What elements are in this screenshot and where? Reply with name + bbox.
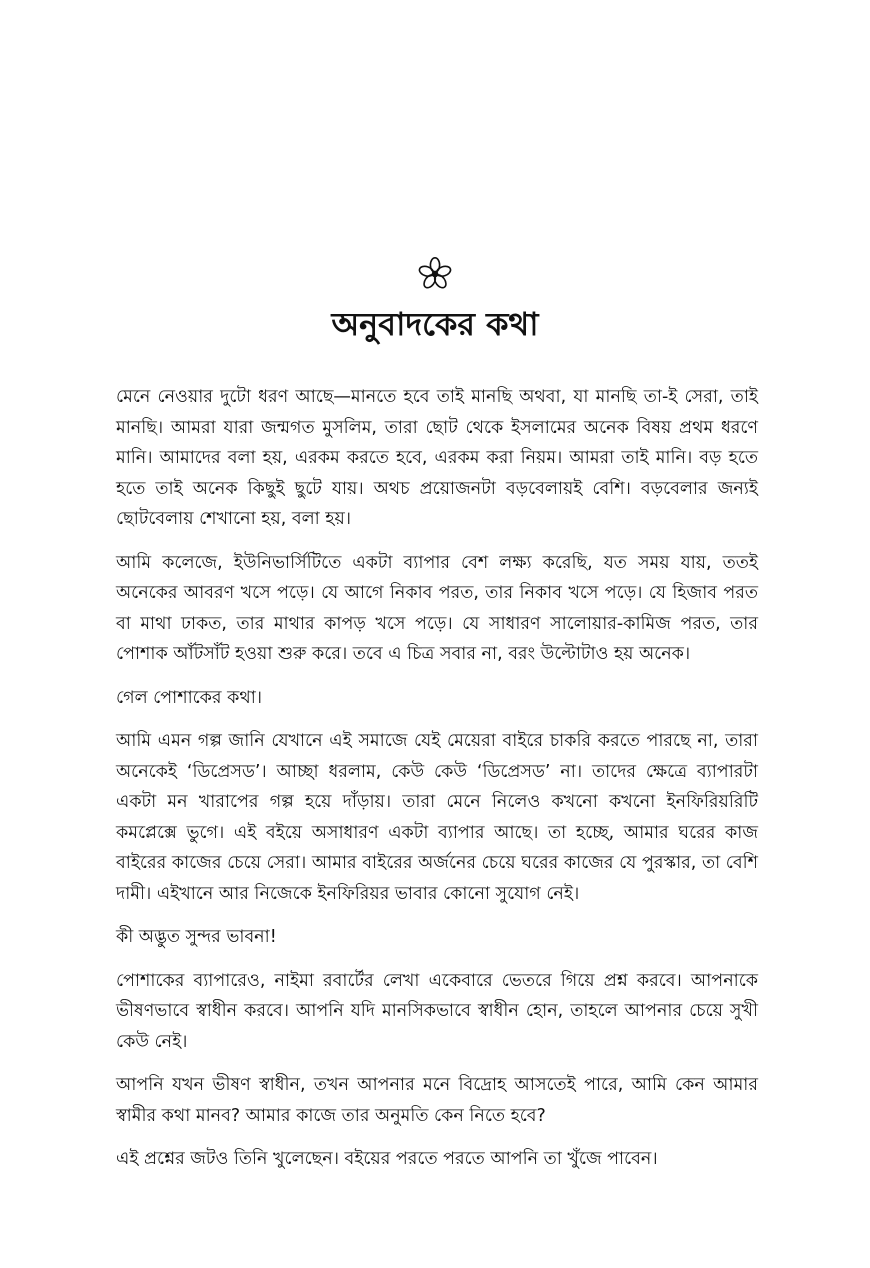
paragraph: আমি কলেজে, ইউনিভার্সিটিতে একটা ব্যাপার বেশ লক্ষ্য করেছি, যত সময় যায়, ততই অনেকের আবরণ খসে পড়ে। যে আগে নিকাব পরত, তার নিকাব খসে পড়ে। যে হিজাব পরত বা মাথা ঢাকত, তার মাথার কাপড় খসে পড়ে। যে সাধারণ সালোয়ার-কামিজ পরত, তার পোশাক আঁটসাঁট হওয়া শুরু করে। তবে এ চিত্র সবার না, বরং উল্টোটাও হয় অনেক।: [116, 552, 758, 664]
paragraph: মেনে নেওয়ার দুটো ধরণ আছে—মানতে হবে তাই মানছি অথবা, যা মানছি তা-ই সেরা, তাই মানছি। আমরা যারা জন্মগত মুসলিম, তারা ছোট থেকে ইসলামের অনেক বিষয় প্রথম ধরণে মানি। আমাদের বলা হয়, এরকম করতে হবে, এরকম করা নিয়ম। আমরা তাই মানি। বড় হতে হতে তাই অনেক কিছুই ছুটে যায়। অথচ প্রয়োজনটা বড়বেলায়ই বেশি। বড়বেলার জন্যই ছোটবেলায় শেখানো হয়, বলা হয়।: [116, 387, 758, 529]
ornament: [0, 256, 870, 292]
body-text: [116, 382, 758, 1188]
page-title: অনুবাদকের কথা: [331, 305, 539, 343]
paragraph: পোশাকের ব্যাপারেও, নাইমা রবার্টের লেখা একেবারে ভেতরে গিয়ে প্রশ্ন করবে। আপনাকে ভীষণভাবে স্বাধীন করবে। আপনি যদি মানসিকভাবে স্বাধীন হোন, তাহলে আপনার চেয়ে সুখী কেউ নেই।: [116, 970, 758, 1052]
paragraph: গেল পোশাকের কথা।: [116, 687, 263, 708]
paragraph: আমি এমন গল্প জানি যেখানে এই সমাজে যেই মেয়েরা বাইরে চাকরি করতে পারছে না, তারা অনেকেই ‘ডিপ্রেসড’। আচ্ছা ধরলাম, কেউ কেউ ‘ডিপ্রেসড’ না। তাদের ক্ষেত্রে ব্যাপারটা একটা মন খারাপের গল্প হয়ে দাঁড়ায়। তারা মেনে নিলেও কখনো কখনো ইনফিরিয়রিটি কমপ্লেক্সে ভুগে। এই বইয়ে অসাধারণ একটা ব্যাপার আছে। তা হচ্ছে, আমার ঘরের কাজ বাইরের কাজের চেয়ে সেরা। আমার বাইরের অর্জনের চেয়ে ঘরের কাজের যে পুরস্কার, তা বেশি দামী। এইখানে আর নিজেকে ইনফিরিয়র ভাবার কোনো সুযোগ নেই।: [116, 731, 758, 904]
flower-ornament-icon: [417, 256, 453, 292]
paragraph: এই প্রশ্নের জটও তিনি খুলেছেন। বইয়ের পরতে পরতে আপনি তা খুঁজে পাবেন।: [116, 1149, 658, 1169]
paragraph: আপনি যখন ভীষণ স্বাধীন, তখন আপনার মনে বিদ্রোহ আসতেই পারে, আমি কেন আমার স্বামীর কথা মানব? আমার কাজে তার অনুমতি কেন নিতে হবে?: [116, 1075, 758, 1126]
paragraph: কী অদ্ভুত সুন্দর ভাবনা!: [116, 927, 277, 947]
